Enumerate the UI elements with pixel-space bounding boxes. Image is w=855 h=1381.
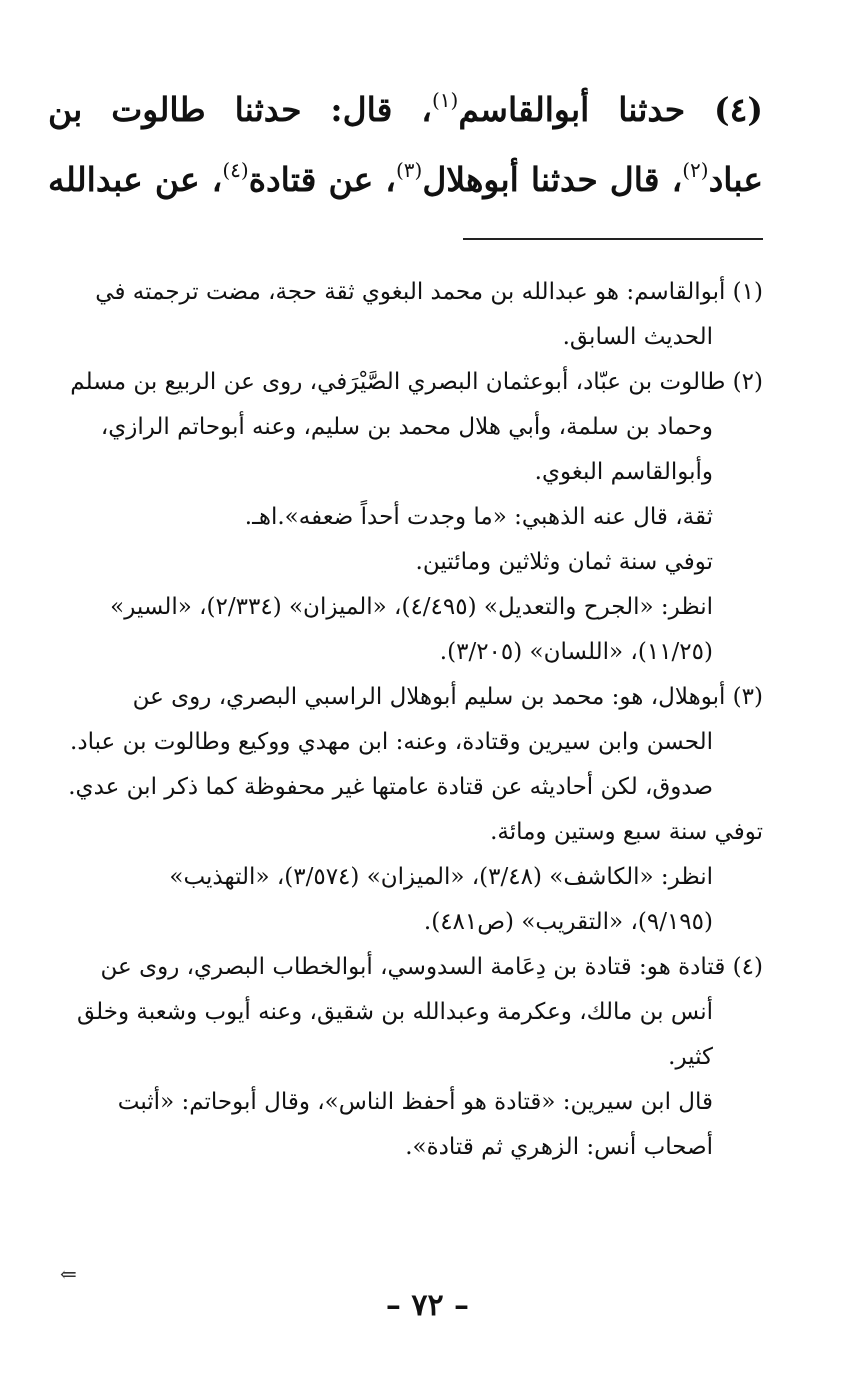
footnote-ref-3: (٣) [395,158,423,182]
hadith-segment: ، عن عبدالله [48,160,223,199]
footnote-line: (٢) طالوت بن عبّاد، أبوعثمان البصري الصَّيْرَفي، روى عن الربيع بن مسلم [70,369,763,395]
footnote-line: وأبوالقاسم البغوي. [534,459,713,485]
hadith-segment: ، قال: حدثنا طالوت بن [48,90,432,129]
footnote-line: (٣) أبوهلال، هو: محمد بن سليم أبوهلال الراسبي البصري، روى عن [132,684,763,710]
continuation-arrow-icon: ⇐ [60,1262,77,1286]
footnote-divider [463,238,763,240]
footnote-line: (١) أبوالقاسم: هو عبدالله بن محمد البغوي ثقة حجة، مضت ترجمته في [95,279,763,305]
footnote-ref-1: (١) [431,88,459,112]
hadith-line-2 [48,140,763,210]
footnotes [48,270,763,1170]
footnote-1 [48,270,763,360]
hadith-segment: (٤) حدثنا أبوالقاسم [458,90,763,129]
footnote-line: صدوق، لكن أحاديثه عن قتادة عامتها غير محفوظة كما ذكر ابن عدي. [68,774,713,800]
hadith-segment: ، عن قتادة [248,160,396,199]
footnote-ref-4: (٤) [222,158,249,182]
hadith-line-1 [48,70,763,140]
footnote-line: (٩/١٩٥)، «التقريب» (ص٤٨١). [423,909,713,935]
hadith-segment: عباد [708,160,764,199]
footnote-line: ثقة، قال عنه الذهبي: «ما وجدت أحداً ضعفه».اهـ. [244,504,713,530]
footnote-line: انظر: «الكاشف» (٣/٤٨)، «الميزان» (٣/٥٧٤)، «التهذيب» [169,864,713,890]
footnote-line: أصحاب أنس: الزهري ثم قتادة». [405,1134,713,1160]
footnote-line: قال ابن سيرين: «قتادة هو أحفظ الناس»، وقال أبوحاتم: «أثبت [117,1089,713,1115]
footnote-line: الحسن وابن سيرين وقتادة، وعنه: ابن مهدي ووكيع وطالوت بن عباد. [70,729,713,755]
footnote-line: الحديث السابق. [562,324,713,350]
footnote-2 [48,360,763,675]
footnote-line: (١١/٢٥)، «اللسان» (٣/٢٠٥). [439,639,713,665]
footnote-line: وحماد بن سلمة، وأبي هلال محمد بن سليم، وعنه أبوحاتم الرازي، [100,414,713,440]
footnote-line: (٤) قتادة هو: قتادة بن دِعَامة السدوسي، أبوالخطاب البصري، روى عن [100,954,763,980]
footnote-line: انظر: «الجرح والتعديل» (٤/٤٩٥)، «الميزان» (٢/٣٣٤)، «السير» [110,594,713,620]
hadith-segment: ، قال حدثنا أبوهلال [422,160,683,199]
page-content [48,70,764,1160]
footnote-3 [48,675,763,945]
hadith-text [48,70,763,210]
footnote-line: أنس بن مالك، وعكرمة وعبدالله بن شقيق، وعنه أيوب وشعبة وخلق [77,999,713,1025]
footnote-4 [48,945,763,1170]
footnote-line: كثير. [668,1044,713,1070]
footnote-ref-2: (٢) [682,158,709,182]
page-number: – ٧٢ – [385,1288,470,1323]
footnote-line: توفي سنة ثمان وثلاثين ومائتين. [415,549,713,575]
footnote-line: توفي سنة سبع وستين ومائة. [490,819,763,845]
